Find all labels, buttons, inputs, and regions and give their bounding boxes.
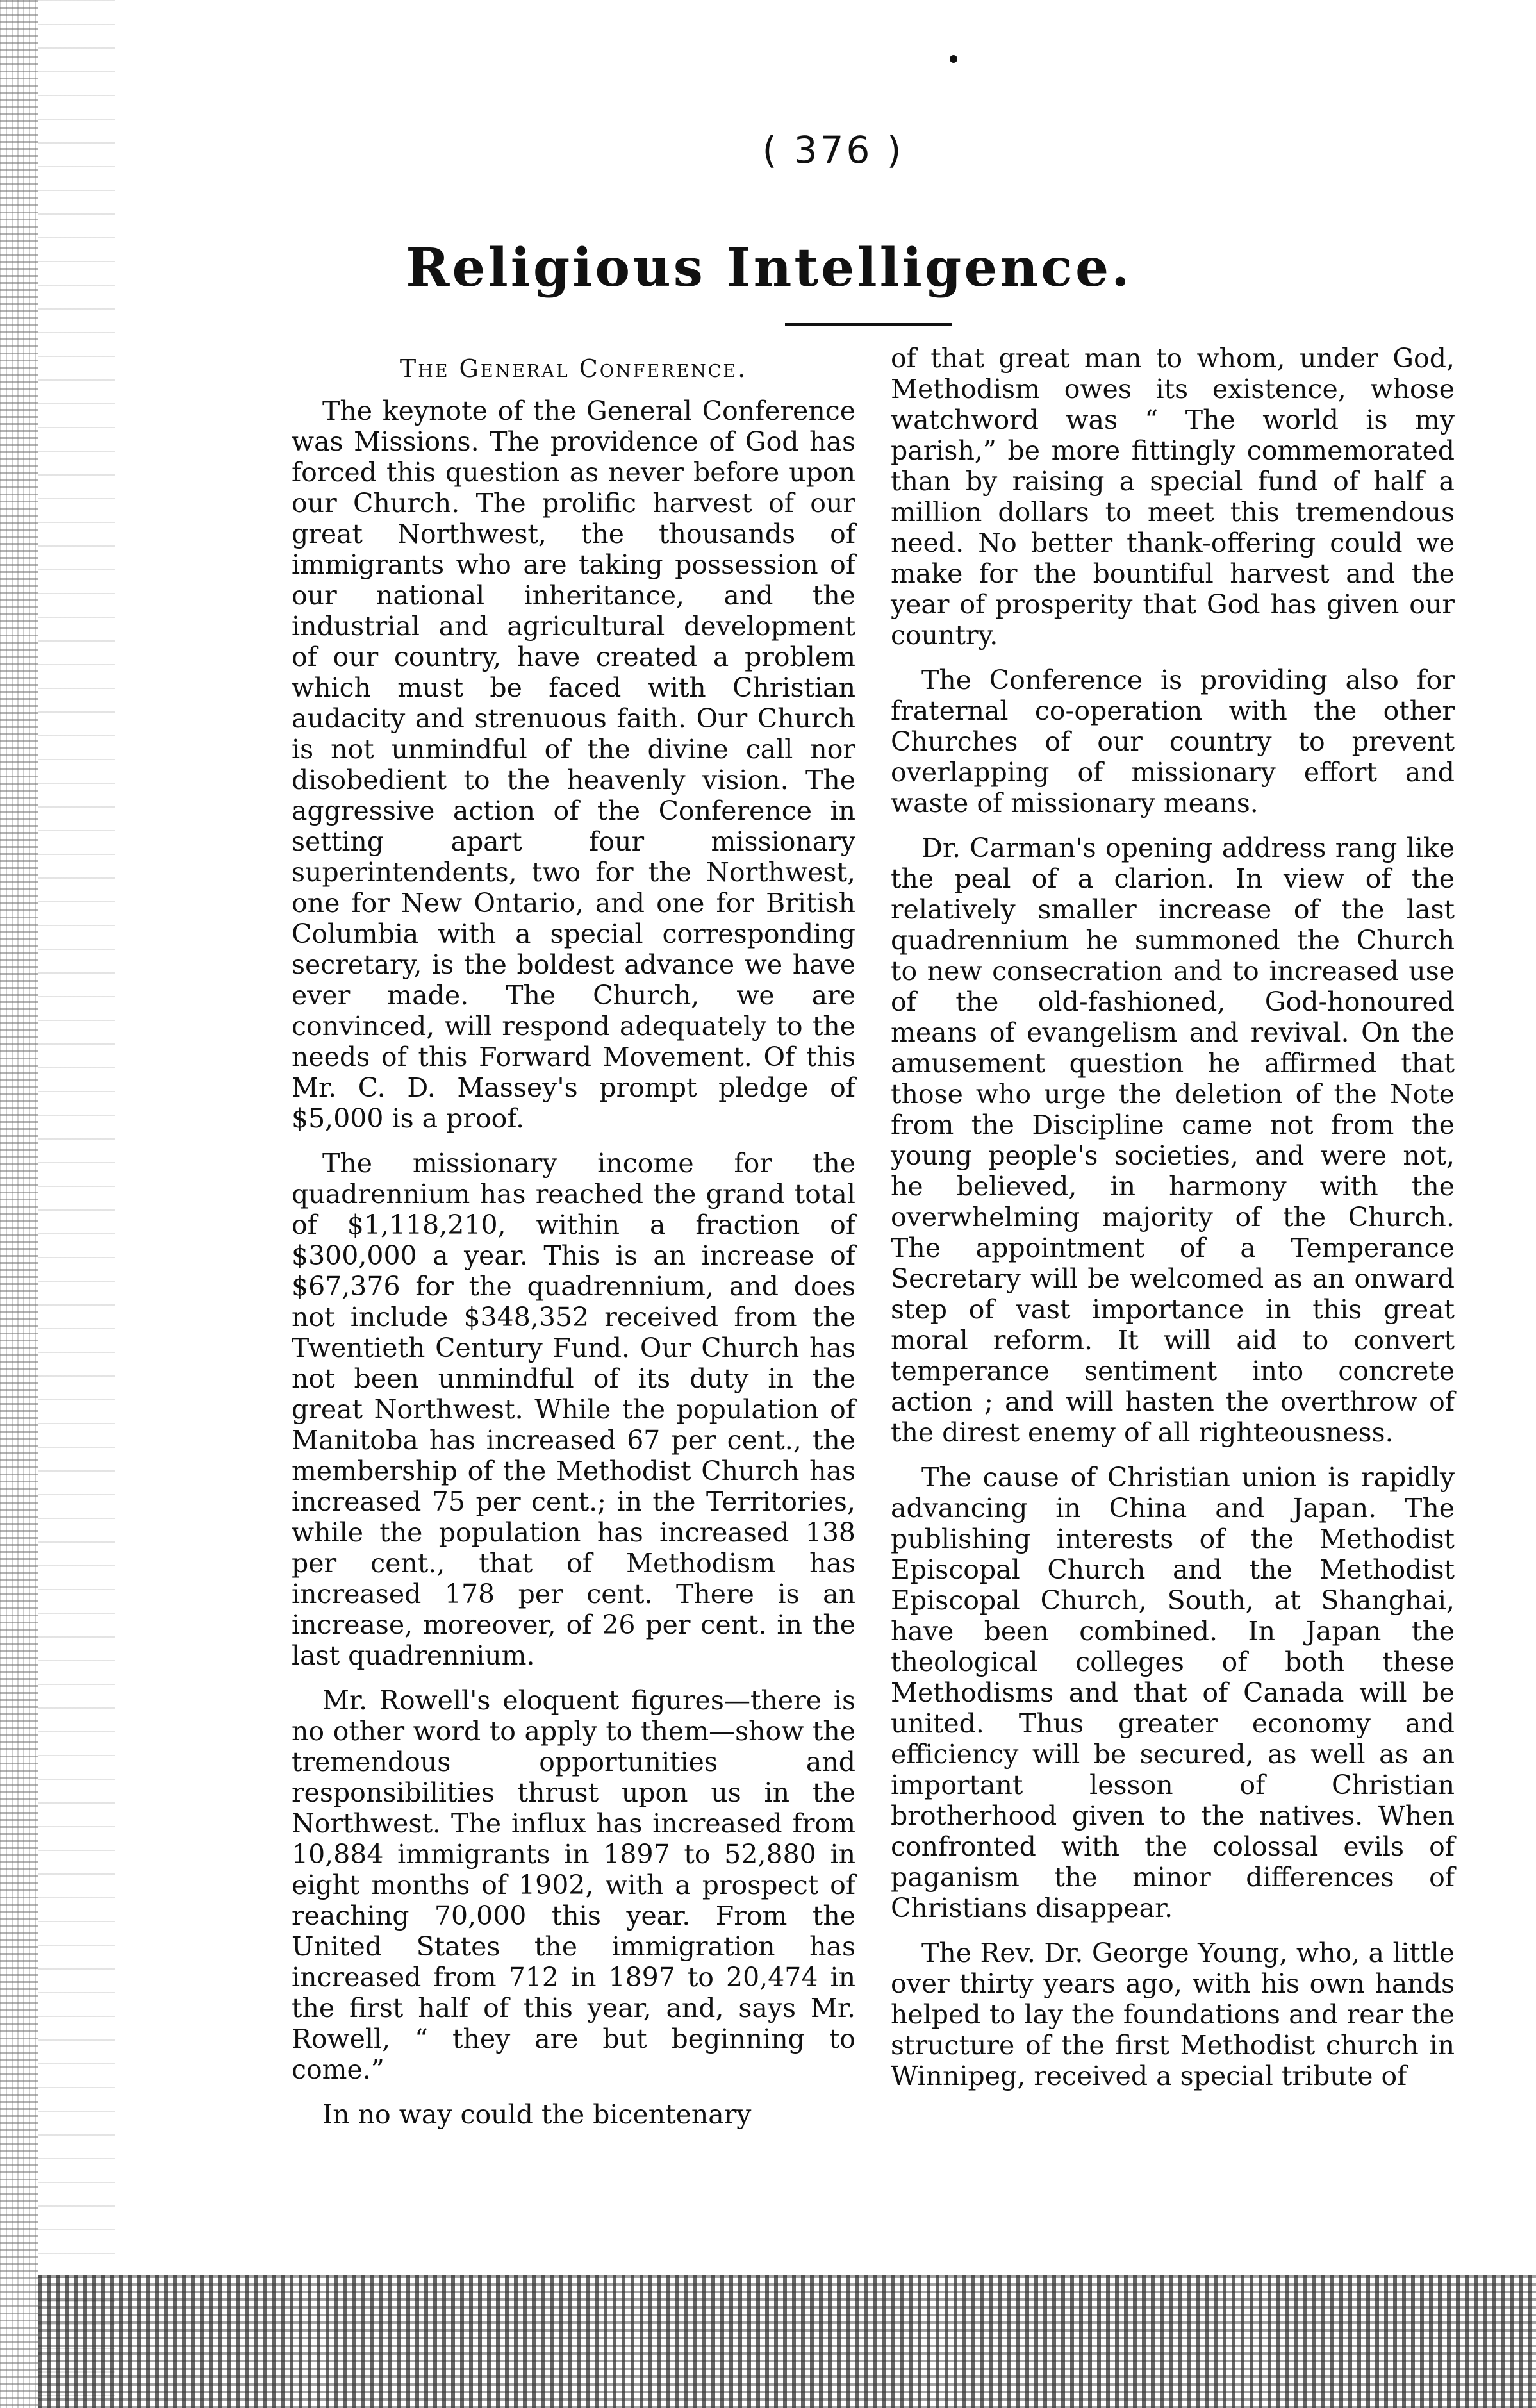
paragraph: Mr. Rowell's eloquent figures—there is no other word to apply to them—show the tremendous opportunities and responsibilities thrust upon us in the Northwest. The influx has increased from 10,884 immigrants in 1897 to 52,880 in eight months of 1902, with a prospect of reaching 70,000 this year. From the United States the immigration has increased from 712 in 1897 to 20,474 in the first half of this year, and, says Mr. Rowell, “ they are but beginning to come.” (292, 1685, 855, 2085)
title-divider (785, 323, 952, 326)
paragraph-continued: of that great man to whom, under God, Methodism owes its existence, whose watchword was “ The world is my parish,” be more fittingly commemorated than by raising a special fund of half a million dollars to meet this tremendous need. No better thank-offering could we make for the bountiful harvest and the year of prosperity that God has given our country. (891, 343, 1455, 651)
section-heading: The General Conference. (399, 354, 748, 383)
page-title: Religious Intelligence. (406, 237, 1132, 299)
paragraph: The keynote of the General Conference was Missions. The providence of God has forced this question as never before upon our Church. The prolific harvest of our great Northwest, the thousands of immigrants who are taking possession of our national inheritance, and the industrial and agricultural development of our country, have created a problem which must be faced with Christian audacity and strenuous faith. Our Church is not unmindful of the divine call nor disobedient to the heavenly vision. The aggressive action of the Conference in setting apart four missionary superintendents, two for the Northwest, one for New Ontario, and one for British Columbia with a special corresponding secretary, is the boldest advance we have ever made. The Church, we are convinced, will respond adequately to the needs of this Forward Movement. Of this Mr. C. D. Massey's prompt pledge of $5,000 is a proof. (292, 395, 855, 1134)
paragraph: The Rev. Dr. George Young, who, a little over thirty years ago, with his own hands helped to lay the foundations and rear the structure of the first Methodist church in Winnipeg, received a special tribute of (891, 1938, 1455, 2091)
page-number: ( 376 ) (762, 128, 904, 172)
paragraph: Dr. Carman's opening address rang like the peal of a clarion. In view of the relatively smaller increase of the last quadrennium he summoned the Church to new consecration and to increased use of the old-fashioned, God-honoured means of evangelism and revival. On the amusement question he affirmed that those who urge the deletion of the Note from the Discipline came not from the young people's societies, and were not, he believed, in harmony with the overwhelming majority of the Church. The appointment of a Temperance Secretary will be welcomed as an onward step of vast importance in this great moral reform. It will aid to convert temperance sentiment into concrete action ; and will hasten the overthrow of the direst enemy of all righteousness. (891, 833, 1455, 1448)
paragraph: The Conference is providing also for fraternal co-operation with the other Churches of our country to prevent overlapping of missionary effort and waste of missionary means. (891, 665, 1455, 818)
scan-bottom-edge-noise (38, 2275, 1536, 2408)
paragraph: The cause of Christian union is rapidly advancing in China and Japan. The publishing interests of the Methodist Episcopal Church and the Methodist Episcopal Church, South, at Shanghai, have been combined. In Japan the theological colleges of both these Methodisms and that of Canada will be united. Thus greater economy and efficiency will be secured, as well as an important lesson of Christian brotherhood given to the natives. When confronted with the colossal evils of paganism the minor differences of Christians disappear. (891, 1462, 1455, 1923)
paragraph: In no way could the bicentenary (322, 2099, 752, 2130)
paragraph: The missionary income for the quadrennium has reached the grand total of $1,118,210, within a fraction of $300,000 a year. This is an increase of $67,376 for the quadrennium, and does not include $348,352 received from the Twentieth Century Fund. Our Church has not been unmindful of its duty in the great Northwest. While the population of Manitoba has increased 67 per cent., the membership of the Methodist Church has increased 75 per cent.; in the Territories, while the population has increased 138 per cent., that of Methodism has increased 178 per cent. There is an increase, moreover, of 26 per cent. in the last quadrennium. (292, 1148, 855, 1671)
scan-left-speckle (38, 0, 115, 2408)
right-column (891, 343, 1455, 2105)
left-column (292, 343, 855, 2144)
ink-dot (950, 55, 957, 63)
scan-left-edge-noise (0, 0, 38, 2408)
